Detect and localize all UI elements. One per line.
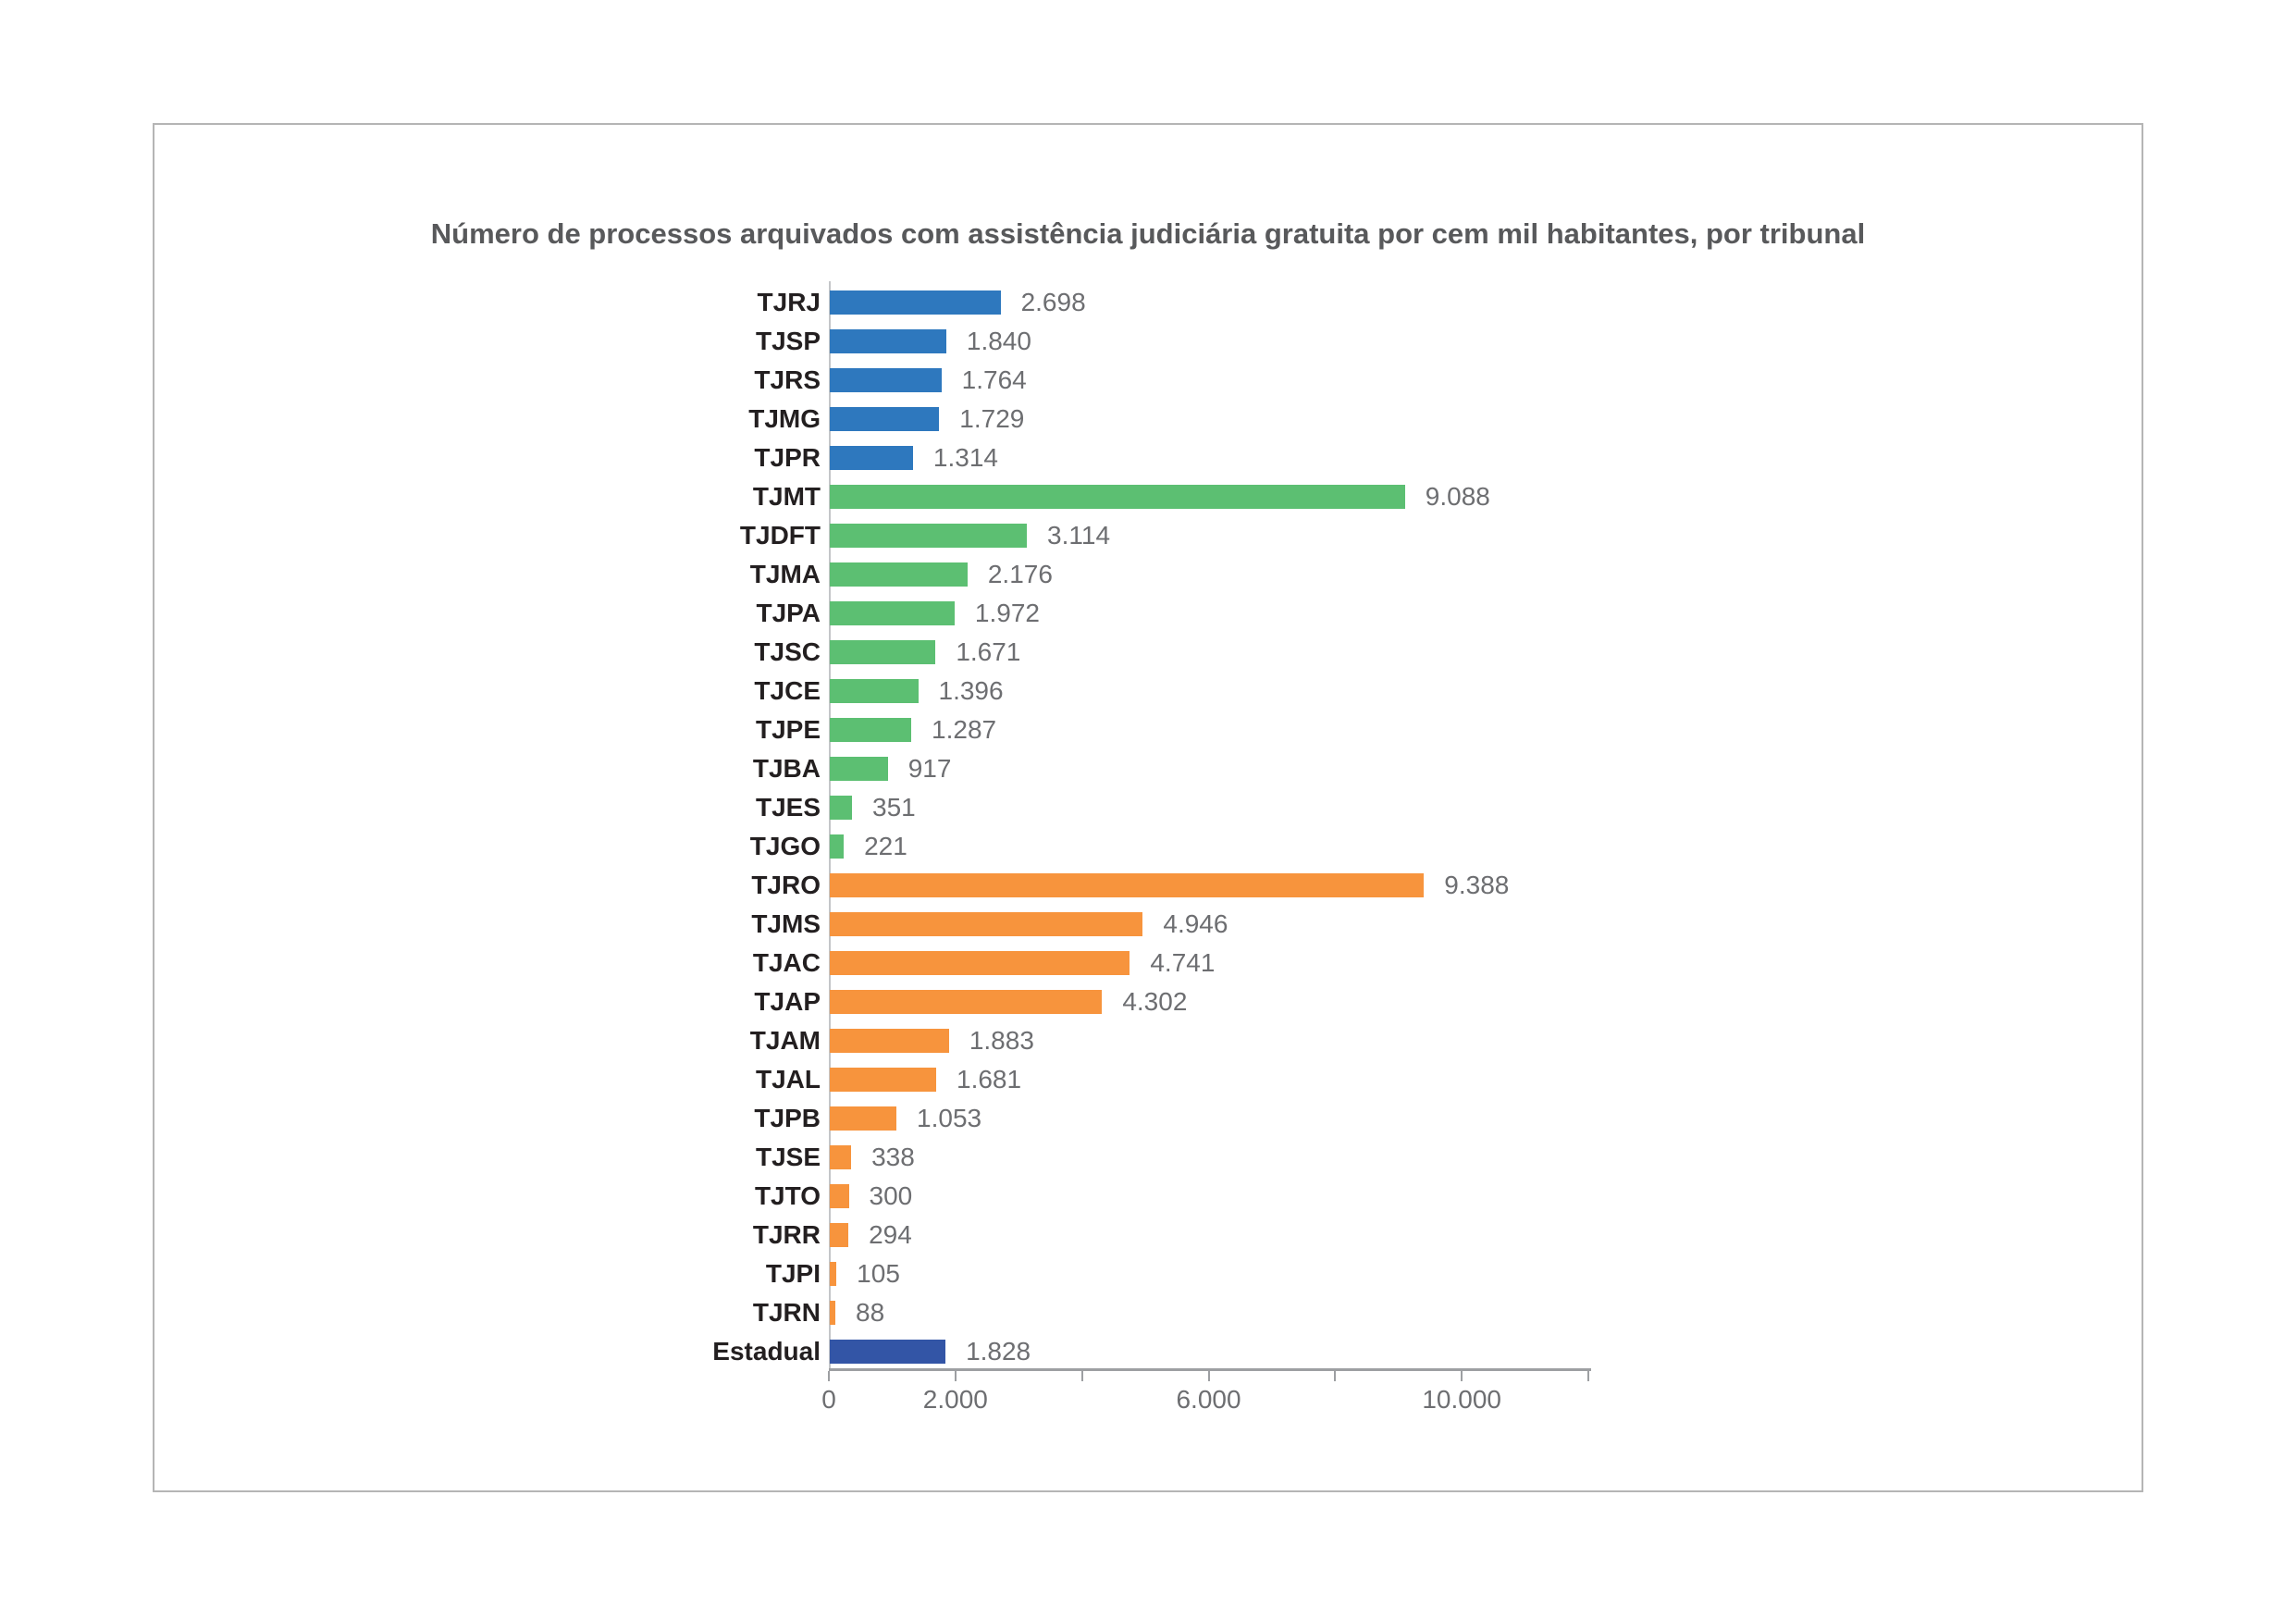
bar-row [154, 1099, 2142, 1138]
value-label: 1.314 [932, 443, 998, 472]
value-label: 1.396 [938, 676, 1004, 705]
x-tick-label: 6.000 [1176, 1385, 1241, 1414]
category-label: TJSP [755, 327, 821, 355]
bar-row [154, 1332, 2142, 1371]
value-label: 3.114 [1047, 521, 1111, 550]
bar [830, 290, 1001, 315]
category-label: TJPA [756, 599, 821, 627]
category-label: TJMG [748, 404, 821, 433]
bar-row [154, 866, 2142, 905]
value-label: 1.764 [961, 365, 1027, 394]
bar-row [154, 633, 2142, 672]
bar-row [154, 361, 2142, 400]
value-label: 2.176 [987, 560, 1053, 588]
x-tick-mark [1587, 1371, 1589, 1381]
category-label: TJAL [756, 1065, 821, 1094]
value-label: 1.671 [956, 637, 1021, 666]
bar-row [154, 555, 2142, 594]
bar-row [154, 905, 2142, 944]
bar-row [154, 516, 2142, 555]
x-tick-mark [1461, 1371, 1463, 1381]
bar [830, 912, 1142, 936]
bar [830, 718, 911, 742]
value-label: 917 [907, 754, 952, 783]
bar [830, 368, 942, 392]
category-label: TJTO [754, 1181, 821, 1210]
bar-row [154, 322, 2142, 361]
value-label: 294 [869, 1220, 912, 1249]
value-label: 4.302 [1122, 987, 1188, 1016]
category-label: TJES [755, 793, 821, 822]
x-tick-label: 10.000 [1422, 1385, 1501, 1414]
bar-row [154, 711, 2142, 749]
category-label: TJGO [749, 832, 821, 860]
value-label: 9.088 [1425, 482, 1490, 511]
bar-row [154, 827, 2142, 866]
bar [830, 1029, 949, 1053]
category-label: TJAC [752, 948, 821, 977]
category-label: TJBA [752, 754, 821, 783]
bar-row [154, 283, 2142, 322]
bar [830, 524, 1027, 548]
bar [830, 562, 968, 587]
value-label: 338 [871, 1143, 915, 1171]
bar [830, 796, 852, 820]
bar [830, 1145, 851, 1169]
bar-row [154, 439, 2142, 477]
bar-row [154, 594, 2142, 633]
value-label: 1.840 [966, 327, 1031, 355]
value-label: 4.946 [1163, 909, 1228, 938]
bar [830, 834, 844, 859]
value-label: 1.053 [917, 1104, 982, 1132]
value-label: 1.729 [959, 404, 1025, 433]
value-label: 9.388 [1444, 871, 1510, 899]
value-label: 1.681 [957, 1065, 1022, 1094]
bar-row [154, 477, 2142, 516]
bar [830, 679, 919, 703]
chart-frame [153, 123, 2143, 1492]
category-label: TJPB [754, 1104, 821, 1132]
bar-rows [154, 283, 2142, 1371]
bar [830, 873, 1424, 897]
x-tick-mark [1081, 1371, 1083, 1381]
category-label: TJRO [751, 871, 821, 899]
category-label: Estadual [712, 1337, 821, 1366]
bar-row [154, 1254, 2142, 1293]
bar [830, 407, 939, 431]
bar [830, 757, 888, 781]
x-tick-label: 0 [821, 1385, 836, 1414]
bar [830, 446, 913, 470]
bar-row [154, 944, 2142, 983]
bar [830, 1184, 849, 1208]
category-label: TJPR [754, 443, 821, 472]
bar [830, 1223, 848, 1247]
category-label: TJAM [749, 1026, 821, 1055]
value-label: 300 [869, 1181, 913, 1210]
value-label: 221 [864, 832, 907, 860]
bar [830, 601, 955, 625]
bar [830, 329, 946, 353]
category-label: TJRS [754, 365, 821, 394]
category-label: TJSE [755, 1143, 821, 1171]
bar-row [154, 1138, 2142, 1177]
x-tick-mark [1208, 1371, 1210, 1381]
category-label: TJSC [754, 637, 821, 666]
x-tick-mark [828, 1371, 830, 1381]
bar [830, 1106, 896, 1131]
value-label: 1.287 [932, 715, 997, 744]
value-label: 4.741 [1150, 948, 1216, 977]
bar-row [154, 1216, 2142, 1254]
chart-title: Número de processos arquivados com assistência judiciária gratuita por cem mil habitantes, por tribunal [430, 217, 1866, 250]
bar [830, 1262, 836, 1286]
category-label: TJMA [749, 560, 821, 588]
bar [830, 640, 935, 664]
category-label: TJPI [765, 1259, 821, 1288]
x-axis-line [829, 1368, 1591, 1371]
value-label: 1.883 [969, 1026, 1034, 1055]
bar-row [154, 1060, 2142, 1099]
bar [830, 1068, 936, 1092]
bar-row [154, 400, 2142, 439]
value-label: 351 [872, 793, 916, 822]
category-label: TJMS [751, 909, 821, 938]
bar-row [154, 788, 2142, 827]
bar [830, 1301, 835, 1325]
bar-row [154, 983, 2142, 1021]
category-label: TJRJ [757, 288, 821, 316]
bar [830, 1340, 945, 1364]
category-label: TJCE [754, 676, 821, 705]
category-label: TJPE [755, 715, 821, 744]
value-label: 105 [857, 1259, 900, 1288]
bar-row [154, 749, 2142, 788]
bar-row [154, 1021, 2142, 1060]
category-label: TJRR [752, 1220, 821, 1249]
bar [830, 485, 1405, 509]
value-label: 2.698 [1020, 288, 1086, 316]
bar-row [154, 1293, 2142, 1332]
x-tick-mark [1334, 1371, 1336, 1381]
category-label: TJDFT [739, 521, 821, 550]
bar [830, 951, 1129, 975]
x-tick-mark [955, 1371, 957, 1381]
category-label: TJAP [754, 987, 821, 1016]
value-label: 1.828 [966, 1337, 1031, 1366]
x-tick-label: 2.000 [922, 1385, 988, 1414]
category-label: TJRN [752, 1298, 821, 1327]
bar-row [154, 1177, 2142, 1216]
value-label: 1.972 [974, 599, 1040, 627]
bar-row [154, 672, 2142, 711]
bar [830, 990, 1102, 1014]
category-label: TJMT [752, 482, 821, 511]
value-label: 88 [856, 1298, 885, 1327]
